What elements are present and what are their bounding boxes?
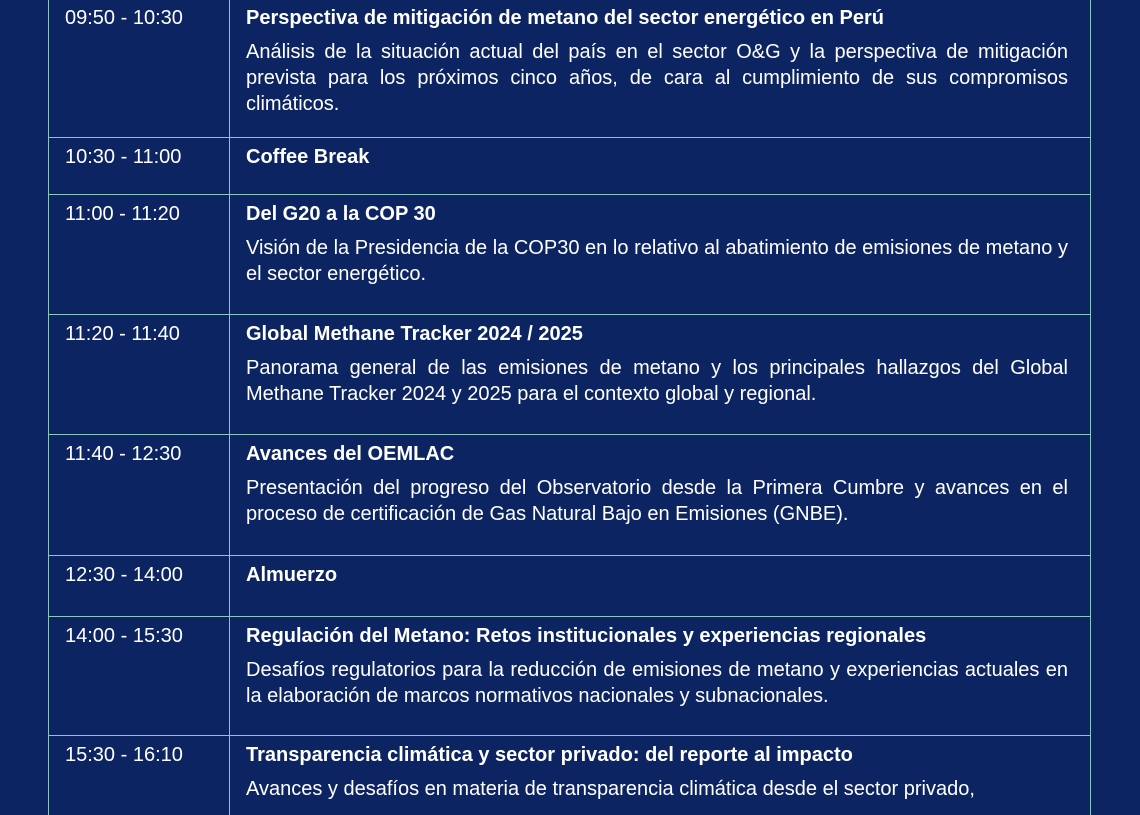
session-title: Almuerzo [246,564,338,586]
agenda-session [230,556,1091,617]
session-description: Desafíos regulatorios para la reducción de emisiones de metano y experiencias actuales en la elaboración de marcos normativos nacionales y subnacionales. [246,659,1068,707]
session-title: Perspectiva de mitigación de metano del sector energético en Perú [246,7,884,29]
session-title: Transparencia climática y sector privado: del reporte al impacto [246,744,853,766]
agenda-row [49,138,1091,195]
agenda-row [49,617,1091,736]
agenda-time: 15:30 - 16:10 [49,736,230,815]
agenda-session [230,0,1091,138]
session-description: Visión de la Presidencia de la COP30 en lo relativo al abatimiento de emisiones de metano y el sector energético. [246,237,1068,285]
session-description: Presentación del progreso del Observatorio desde la Primera Cumbre y avances en el proceso de certificación de Gas Natural Bajo en Emisiones (GNBE). [246,477,1068,525]
session-description: Avances y desafíos en materia de transparencia climática desde el sector privado, [246,778,975,800]
agenda-row [49,435,1091,556]
session-title: Coffee Break [246,146,370,168]
agenda-time: 10:30 - 11:00 [49,138,230,195]
agenda-table [48,0,1091,815]
agenda-row [49,315,1091,435]
agenda-row [49,736,1091,815]
session-description: Análisis de la situación actual del país en el sector O&G y la perspectiva de mitigación prevista para los próximos cinco años, de cara al cumplimiento de sus compromisos climáticos. [246,41,1068,115]
agenda-session [230,138,1091,195]
session-title: Del G20 a la COP 30 [246,203,436,225]
agenda-time: 14:00 - 15:30 [49,617,230,736]
agenda-row [49,0,1091,138]
agenda-time: 11:20 - 11:40 [49,315,230,435]
session-title: Regulación del Metano: Retos institucionales y experiencias regionales [246,625,927,647]
agenda-session [230,195,1091,315]
agenda-time: 09:50 - 10:30 [49,0,230,138]
agenda-time: 11:40 - 12:30 [49,435,230,556]
session-description: Panorama general de las emisiones de metano y los principales hallazgos del Global Methane Tracker 2024 y 2025 para el contexto global y regional. [246,357,1068,405]
agenda-row [49,195,1091,315]
agenda-session [230,617,1091,736]
session-title: Avances del OEMLAC [246,443,455,465]
agenda-time: 12:30 - 14:00 [49,556,230,617]
agenda-session [230,736,1091,815]
session-title: Global Methane Tracker 2024 / 2025 [246,323,583,345]
agenda-row [49,556,1091,617]
agenda-session [230,315,1091,435]
agenda-session [230,435,1091,556]
agenda-time: 11:00 - 11:20 [49,195,230,315]
